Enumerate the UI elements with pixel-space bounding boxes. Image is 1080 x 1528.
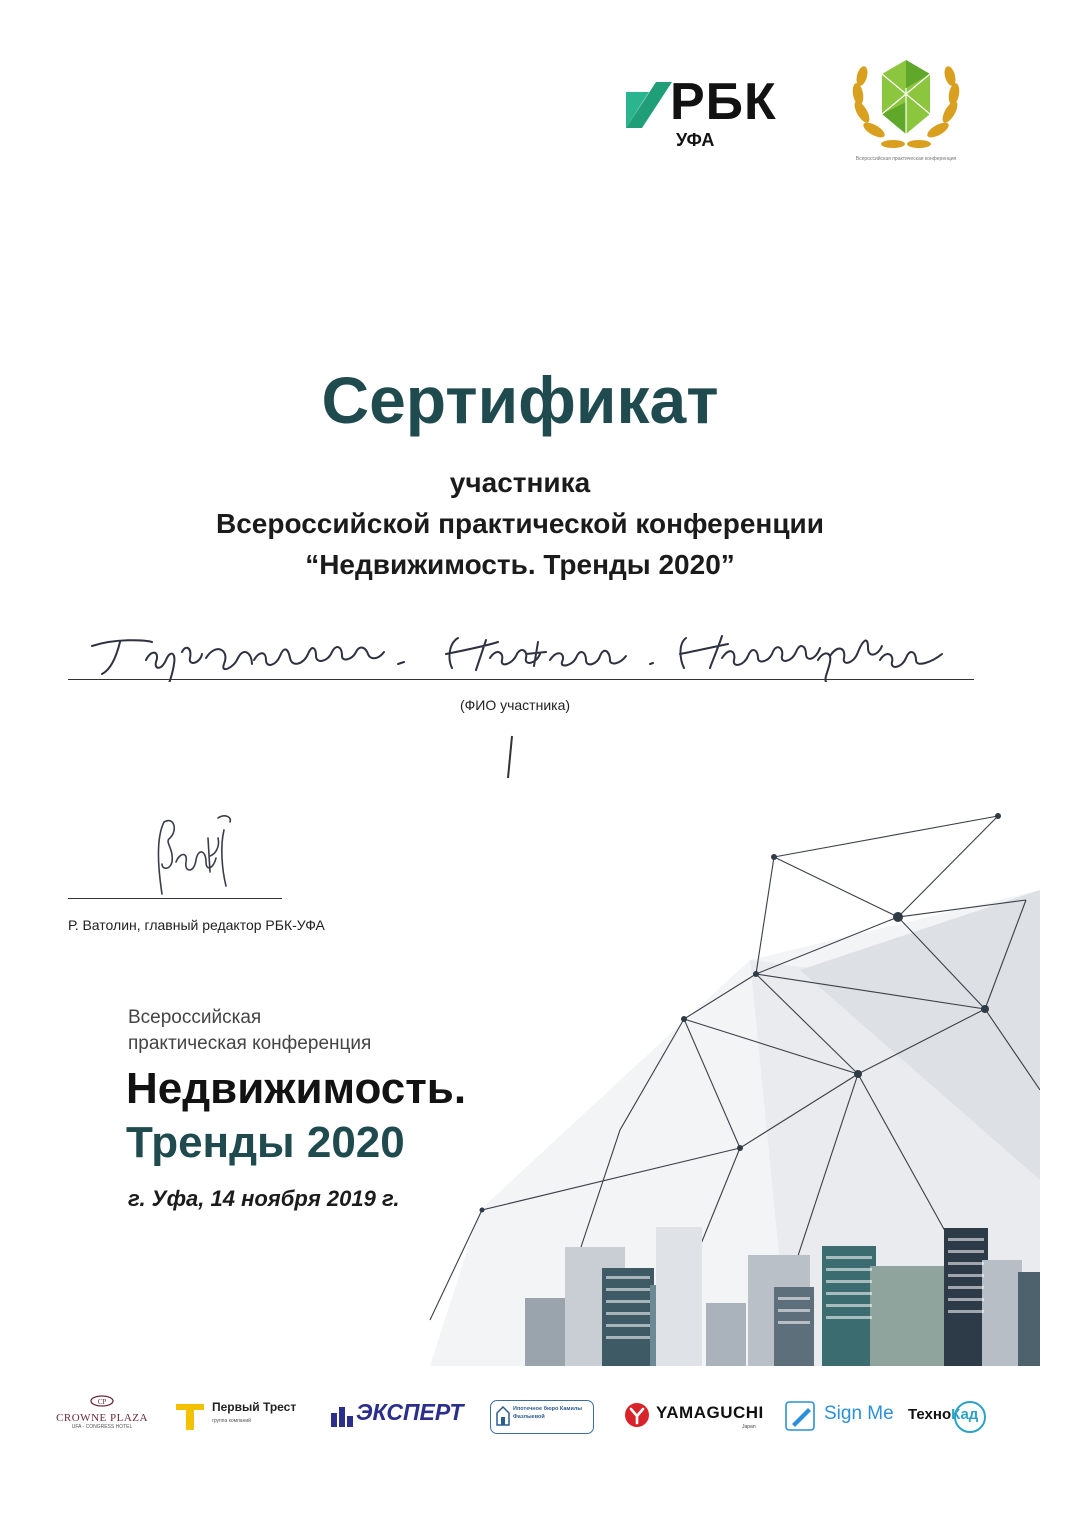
svg-text:CP: CP	[97, 1398, 107, 1406]
subtitle-line: Всероссийской практической конференции	[216, 508, 824, 539]
conference-name-line2: Тренды 2020	[126, 1118, 405, 1167]
sponsor-crowne-plaza	[56, 1394, 148, 1430]
sponsor-yamaguchi	[624, 1402, 764, 1432]
pen-mark	[500, 732, 520, 782]
perviy-trest-icon	[174, 1400, 206, 1432]
crowne-plaza-name: CROWNE PLAZA	[56, 1412, 148, 1424]
sponsors-row	[0, 1388, 1080, 1448]
laurel-emblem-icon	[848, 52, 964, 154]
perviy-trest-sub: группа компаний	[212, 1418, 251, 1424]
conference-label-line: Всероссийская	[128, 1007, 262, 1028]
rbk-mark-icon	[626, 82, 672, 128]
conference-emblem	[848, 52, 964, 172]
subtitle-line: участника	[449, 467, 591, 498]
signature-line	[68, 898, 282, 899]
conference-date: г. Уфа, 14 ноября 2019 г.	[128, 1186, 400, 1211]
yamaguchi-name: YAMAGUCHI	[656, 1403, 764, 1422]
rbk-ufa-logo	[626, 73, 786, 150]
crowne-plaza-sub: UFA - CONGRESS HOTEL	[71, 1424, 133, 1430]
conference-label-line: практическая конференция	[128, 1033, 372, 1054]
crowne-plaza-icon	[90, 1395, 114, 1407]
tehnokad-name-accent: Кад	[951, 1406, 979, 1423]
sponsor-tehnokad	[906, 1400, 996, 1434]
participant-name-handwriting	[86, 630, 966, 682]
certificate-subtitle	[0, 462, 1040, 585]
expert-buildings-icon	[330, 1405, 354, 1427]
rbk-logo-text: РБК	[670, 73, 777, 131]
tehnokad-name	[908, 1406, 978, 1423]
rbk-logo-city: УФА	[676, 130, 715, 150]
ipotechnoe-buro-name: Ипотечное бюро Камилы Фазлыевой	[513, 1406, 583, 1420]
tehnokad-name-main: Техно	[908, 1406, 952, 1423]
editor-signature	[148, 808, 238, 900]
sponsor-perviy-trest	[174, 1398, 314, 1434]
expert-name: ЭКСПЕРТ	[356, 1399, 464, 1425]
conference-label	[128, 1005, 371, 1057]
yamaguchi-icon	[624, 1402, 650, 1428]
conference-name-line1: Недвижимость.	[126, 1064, 467, 1113]
sign-me-name: Sign Me	[824, 1403, 894, 1424]
sponsor-sign-me	[784, 1400, 896, 1432]
perviy-trest-name: Первый Трест	[212, 1400, 297, 1414]
city-network-illustration	[370, 800, 1040, 1366]
yamaguchi-sub: Japan	[742, 1424, 756, 1430]
sponsor-ipotechnoe-buro	[490, 1400, 594, 1434]
subtitle-line: “Недвижимость. Тренды 2020”	[305, 549, 735, 580]
house-icon	[496, 1406, 510, 1426]
sponsor-expert	[330, 1399, 464, 1428]
emblem-caption: Всероссийская практическая конференция	[855, 156, 957, 162]
participant-name-line	[68, 679, 974, 680]
certificate-title: Сертификат	[321, 363, 719, 437]
sign-me-icon	[784, 1400, 818, 1432]
signatory-caption: Р. Ватолин, главный редактор РБК-УФА	[68, 917, 325, 933]
participant-name-caption: (ФИО участника)	[459, 697, 571, 713]
